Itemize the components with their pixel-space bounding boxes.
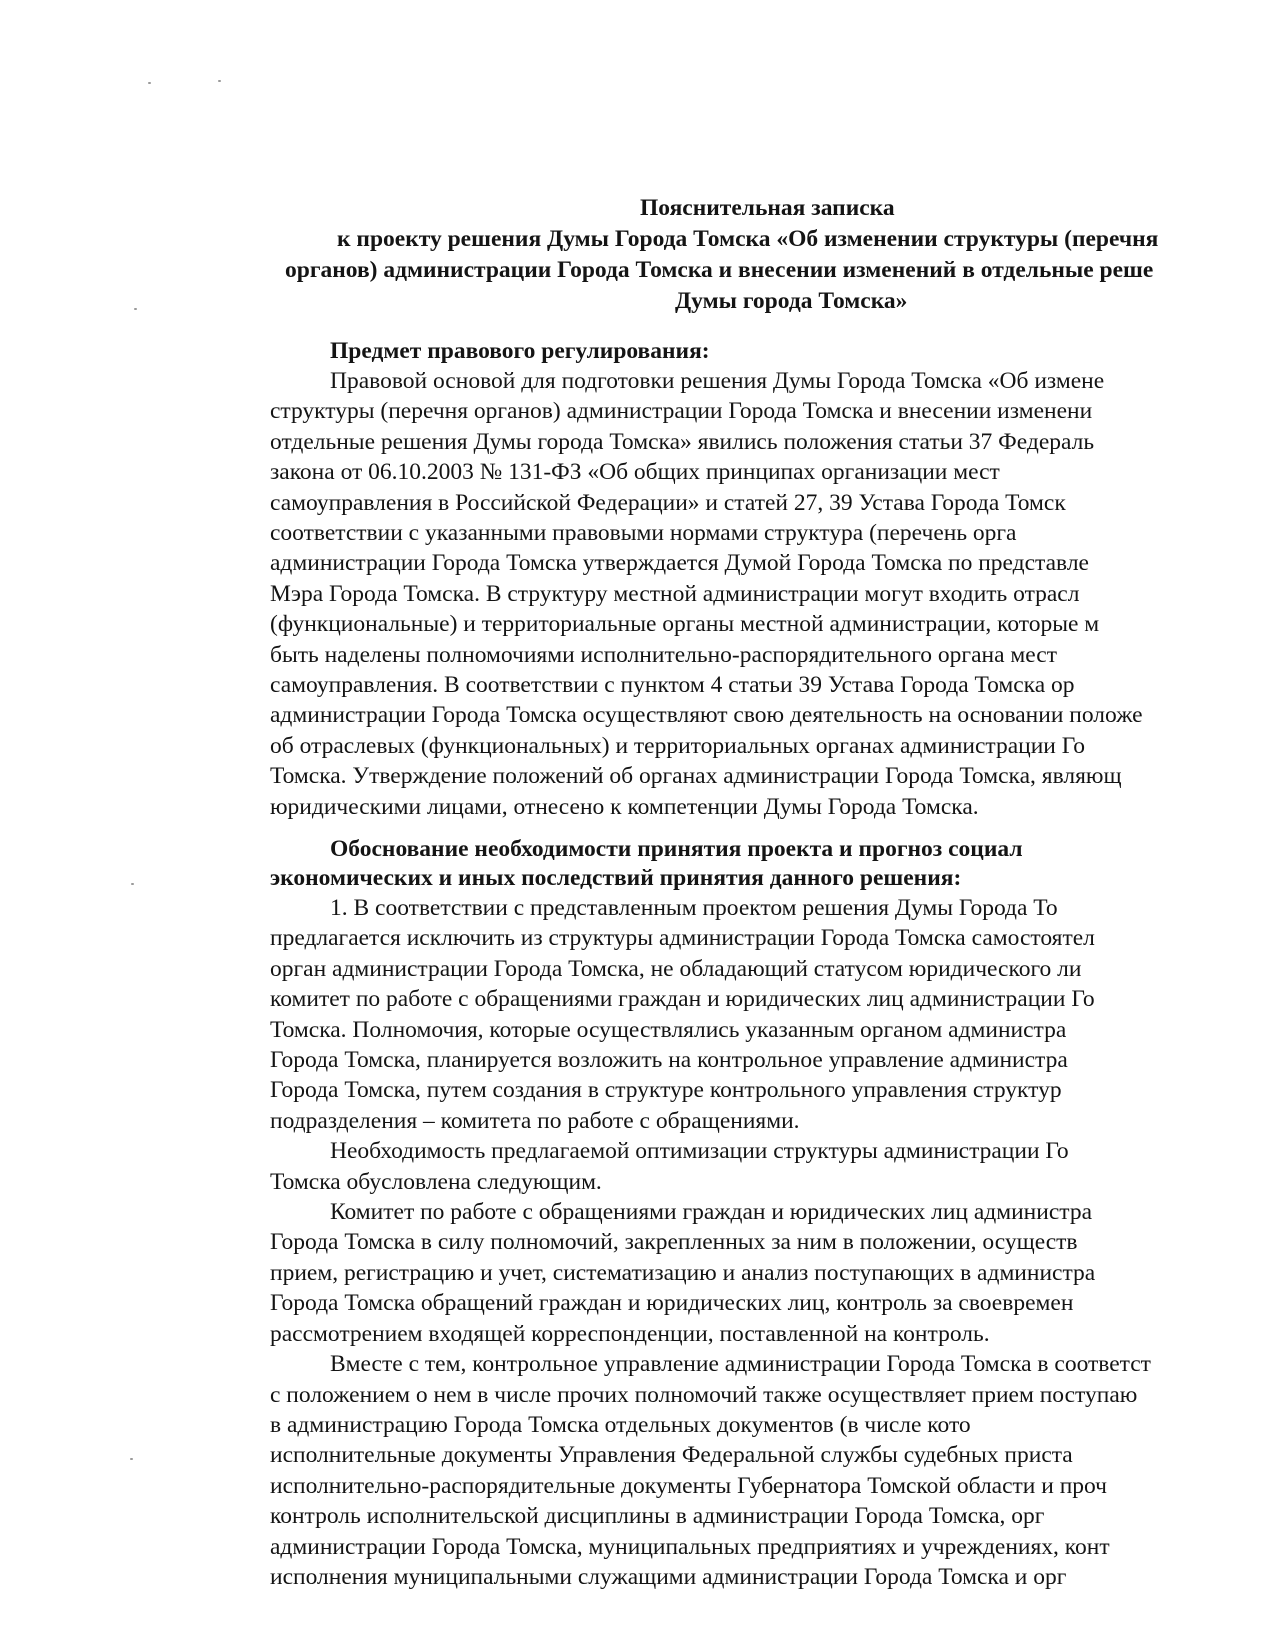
paragraph-line: Города Томска, планируется возложить на контрольное управление администра xyxy=(270,1047,1068,1074)
paragraph-line: подразделения – комитета по работе с обращениями. xyxy=(270,1107,800,1134)
paragraph-line: в администрацию Города Томска отдельных документов (в числе кото xyxy=(270,1411,971,1438)
scan-speck xyxy=(148,82,151,84)
paragraph-line: комитет по работе с обращениями граждан и юридических лиц администрации Го xyxy=(270,986,1095,1013)
title-line: Думы города Томска» xyxy=(675,288,908,314)
section-body-justification xyxy=(270,893,1275,1592)
section-heading-justification-cont: экономических и иных последствий принятия данного решения: xyxy=(270,865,962,891)
paragraph-line: самоуправления. В соответствии с пунктом 4 статьи 39 Устава Города Томска ор xyxy=(270,672,1075,699)
paragraph-line: Комитет по работе с обращениями граждан и юридических лиц администра xyxy=(330,1199,1093,1226)
paragraph-line: исполнительно-распорядительные документы Губернатора Томской области и проч xyxy=(270,1472,1107,1499)
title-line: к проекту решения Думы Города Томска «Об изменении структуры (перечня xyxy=(337,226,1159,252)
paragraph-line: администрации Города Томска осуществляют свою деятельность на основании положе xyxy=(270,702,1143,729)
paragraph-line: юридическими лицами, отнесено к компетенции Думы Города Томска. xyxy=(270,793,979,820)
paragraph-line: Города Томска в силу полномочий, закрепленных за ним в положении, осуществ xyxy=(270,1229,1078,1256)
scan-speck xyxy=(218,80,221,82)
paragraph-line: Мэра Города Томска. В структуру местной администрации могут входить отрасл xyxy=(270,580,1080,607)
paragraph-line: контроль исполнительской дисциплины в администрации Города Томска, орг xyxy=(270,1503,1045,1530)
section-heading-subject: Предмет правового регулирования: xyxy=(330,338,710,364)
paragraph-line: с положением о нем в числе прочих полномочий также осуществляет прием поступаю xyxy=(270,1381,1138,1408)
document-title xyxy=(270,193,1275,317)
paragraph-line: (функциональные) и территориальные органы местной администрации, которые м xyxy=(270,611,1100,638)
title-line: органов) администрации Города Томска и внесении изменений в отдельные реше xyxy=(285,257,1154,283)
paragraph-line: закона от 06.10.2003 № 131-ФЗ «Об общих принципах организации мест xyxy=(270,459,1000,486)
paragraph-line: Томска. Полномочия, которые осуществлялись указанным органом администра xyxy=(270,1016,1067,1043)
paragraph-line: об отраслевых (функциональных) и территориальных органах администрации Го xyxy=(270,732,1086,759)
paragraph-line: Необходимость предлагаемой оптимизации структуры администрации Го xyxy=(330,1138,1069,1165)
section-body-subject xyxy=(270,366,1275,822)
paragraph-line: Вместе с тем, контрольное управление администрации Города Томска в соответст xyxy=(330,1351,1151,1378)
paragraph-line: 1. В соответствии с представленным проектом решения Думы Города То xyxy=(330,895,1058,921)
paragraph-line: самоуправления в Российской Федерации» и статей 27, 39 Устава Города Томск xyxy=(270,489,1066,516)
scan-speck xyxy=(131,883,134,885)
paragraph-line: Города Томска, путем создания в структуре контрольного управления структур xyxy=(270,1077,1062,1104)
paragraph-line: отдельные решения Думы города Томска» явились положения статьи 37 Федераль xyxy=(270,428,1095,455)
section-heading-justification: Обоснование необходимости принятия проекта и прогноз социал xyxy=(330,836,1023,862)
paragraph-line: рассмотрением входящей корреспонденции, поставленной на контроль. xyxy=(270,1320,990,1347)
title-line: Пояснительная записка xyxy=(640,195,895,221)
paragraph-line: быть наделены полномочиями исполнительно-распорядительного органа мест xyxy=(270,641,1057,668)
paragraph-line: Томска. Утверждение положений об органах администрации Города Томска, являющ xyxy=(270,763,1122,790)
paragraph-line: прием, регистрацию и учет, систематизацию и анализ поступающих в администра xyxy=(270,1259,1096,1286)
scan-speck xyxy=(134,308,137,310)
paragraph-line: администрации Города Томска, муниципальных предприятиях и учреждениях, конт xyxy=(270,1533,1110,1560)
scan-speck xyxy=(130,1458,133,1460)
paragraph-line: структуры (перечня органов) администрации Города Томска и внесении изменени xyxy=(270,398,1093,425)
paragraph-line: соответствии с указанными правовыми нормами структура (перечень орга xyxy=(270,520,1017,547)
paragraph-line: исполнительные документы Управления Федеральной службы судебных приста xyxy=(270,1442,1073,1469)
paragraph-line: орган администрации Города Томска, не обладающий статусом юридического ли xyxy=(270,955,1082,982)
paragraph-line: Правовой основой для подготовки решения Думы Города Томска «Об измене xyxy=(330,368,1105,394)
paragraph-line: Города Томска обращений граждан и юридических лиц, контроль за своевремен xyxy=(270,1290,1074,1317)
paragraph-line: предлагается исключить из структуры администрации Города Томска самостоятел xyxy=(270,925,1095,952)
paragraph-line: Томска обусловлена следующим. xyxy=(270,1168,602,1195)
paragraph-line: администрации Города Томска утверждается Думой Города Томска по представле xyxy=(270,550,1089,577)
paragraph-line: исполнения муниципальными служащими администрации Города Томска и орг xyxy=(270,1563,1067,1590)
